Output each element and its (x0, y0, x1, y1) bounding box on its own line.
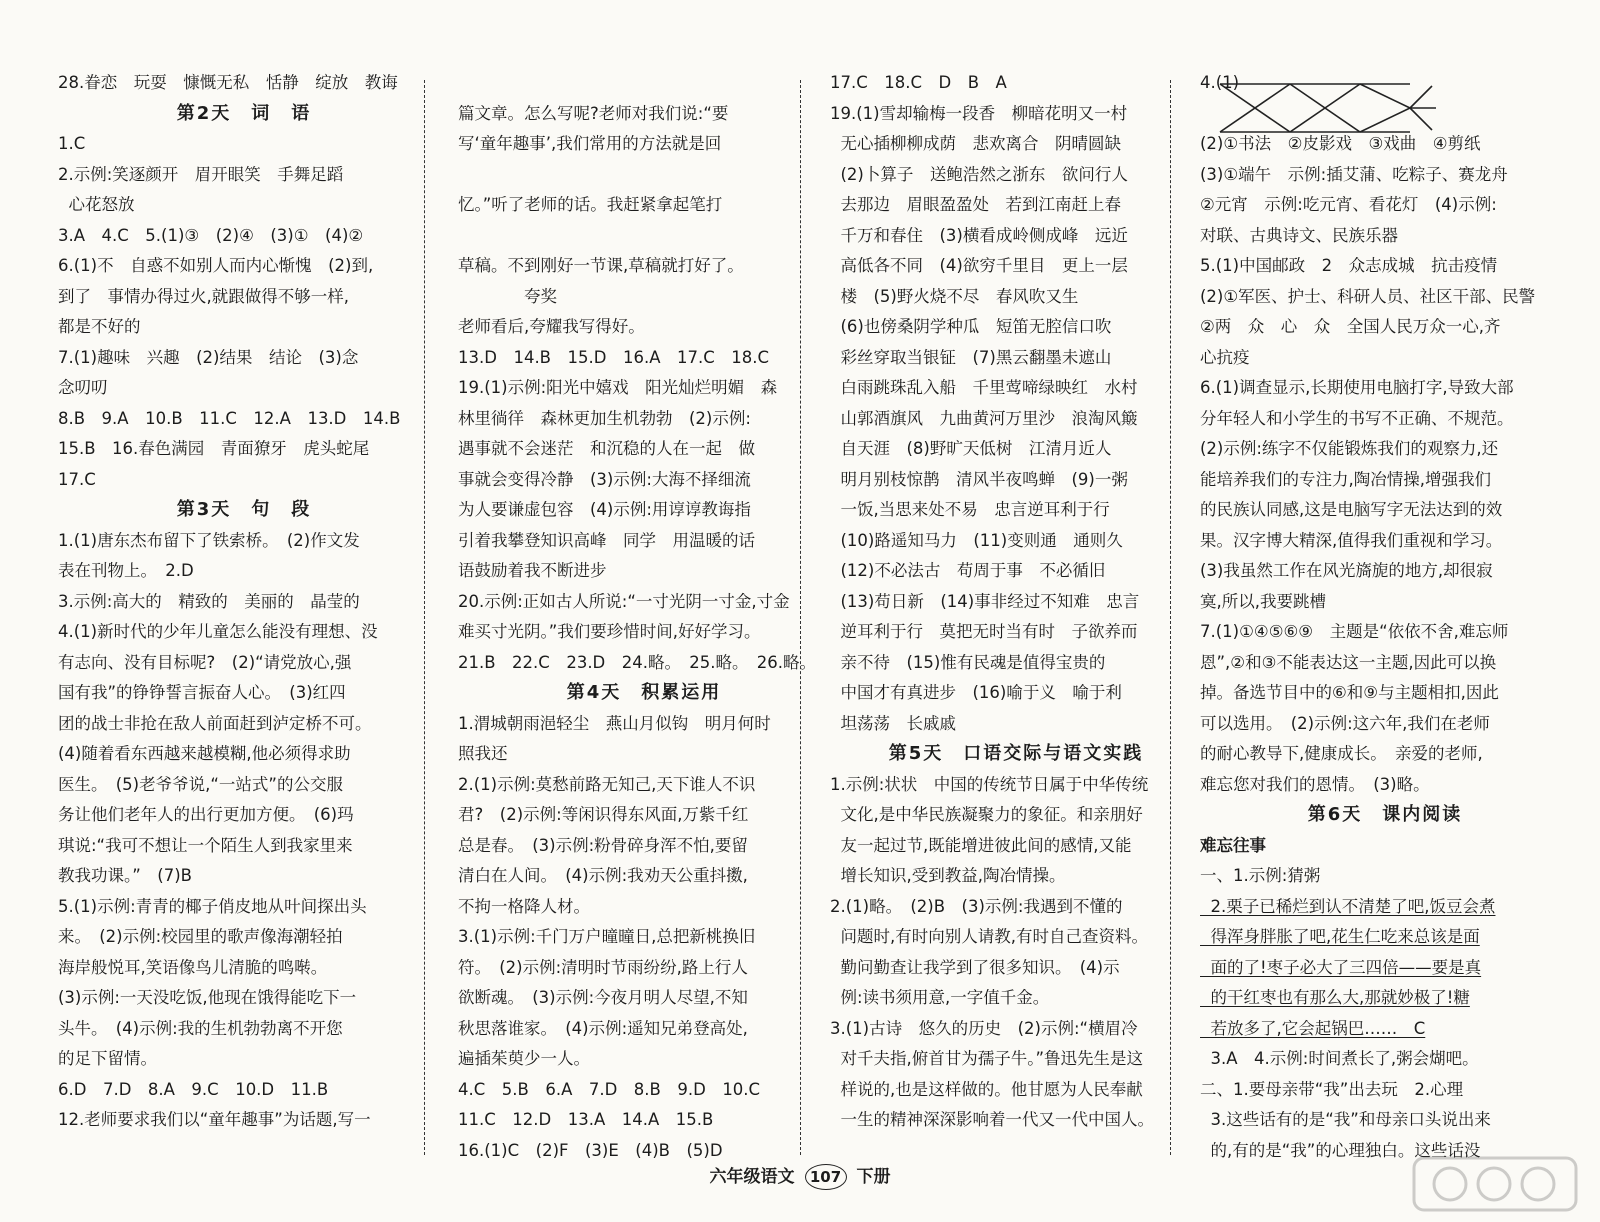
answer-line: 21.B 22.C 23.D 24.略。 25.略。 26.略。 (458, 652, 816, 672)
answer-line: 问题时,有时向别人请教,有时自己查资料。 (830, 927, 1148, 946)
column-1 (58, 68, 430, 1158)
answer-line: 1.示例:状状 中国的传统节日属于中华传统 (830, 774, 1149, 794)
answer-line: 13.D 14.B 15.D 16.A 17.C 18.C (458, 347, 770, 367)
answer-line: 恩”,②和③不能表达这一主题,因此可以换 (1200, 652, 1497, 672)
answer-line: 5.(1)中国邮政 2 众志成城 抗击疫情 (1200, 256, 1498, 275)
answer-line: 文化,是中华民族凝聚力的象征。和亲朋好 (830, 805, 1143, 824)
answer-line: 2.栗子已稀烂到认不清楚了吧,饭豆会煮 (1200, 896, 1496, 916)
answer-line: 7.(1)①④⑤⑥⑨ 主题是“依依不舍,难忘师 (1200, 622, 1509, 641)
answer-line: 19.(1)示例:阳光中嬉戏 阳光灿烂明媚 森 (458, 378, 778, 397)
answer-line: 心花怒放 (58, 195, 135, 214)
answer-line: 6.(1)调查显示,长期使用电脑打字,导致大部 (1200, 378, 1514, 397)
answer-line: 19.(1)雪却输梅一段香 柳暗花明又一村 (830, 103, 1128, 123)
answer-line: (3)示例:一天没吃饭,他现在饿得能吃下一 (58, 988, 357, 1007)
answer-line: 清白在人间。 (4)示例:我劝天公重抖擞, (458, 866, 748, 885)
answer-line: 团的战士非抢在敌人前面赶到泸定桥不可。 (58, 713, 372, 733)
answer-line: 16.(1)C (2)F (3)E (4)B (5)D (458, 1140, 723, 1158)
answer-line: 寞,所以,我要跳槽 (1200, 591, 1326, 611)
answer-line: 掉。备选节目中的⑥和⑨与主题相扣,因此 (1200, 683, 1499, 702)
answer-line: 4.(1)新时代的少年儿童怎么能没有理想、没 (58, 622, 378, 641)
answer-line: 草稿。不到刚好一节课,草稿就打好了。 (458, 256, 744, 275)
answer-line: 能培养我们的专注力,陶冶情操,增强我们 (1200, 469, 1491, 489)
answer-line: 老师看后,夸耀我写得好。 (458, 317, 645, 336)
answer-line: 千万和春住 (3)横看成岭侧成峰 远近 (830, 225, 1128, 245)
answer-line: 国有我”的铮铮誓言振奋人心。 (3)红四 (58, 683, 346, 702)
answer-line: 照我还 (458, 744, 508, 763)
answer-line: (2)①书法 ②皮影戏 ③戏曲 ④剪纸 (1200, 134, 1481, 153)
answer-line: 夸奖 (458, 286, 557, 306)
answer-line (458, 221, 830, 252)
answer-line: 分年轻人和小学生的书写不正确、不规范。 (1200, 408, 1514, 428)
column-2 (458, 68, 830, 1158)
answer-line: 得浑身胖胀了吧,花生仁吃来总该是面 (1200, 927, 1480, 946)
answer-line: 11.C 12.D 13.A 14.A 15.B (458, 1110, 714, 1129)
answer-line: 5.(1)示例:青青的椰子俏皮地从叶间探出头 (58, 896, 367, 916)
column-3 (830, 68, 1202, 1158)
answer-line: 对联、古典诗文、民族乐器 (1200, 225, 1398, 245)
answer-line: 3.(1)示例:千门万户曈曈日,总把新桃换旧 (458, 927, 756, 946)
answer-line: 2.示例:笑逐颜开 眉开眼笑 手舞足蹈 (58, 164, 344, 184)
answer-line: 4.(1) (1200, 73, 1240, 92)
answer-line: 海岸般悦耳,笑语像鸟儿清脆的鸣啭。 (58, 957, 328, 977)
answer-line: 楼 (5)野火烧不尽 春风吹又生 (830, 286, 1079, 306)
answer-line: 对千夫指,俯首甘为孺子牛。”鲁迅先生是这 (830, 1049, 1144, 1068)
answer-line: 面的了!枣子必大了三四倍——要是真 (1200, 957, 1482, 977)
answer-line: 符。 (2)示例:清明时节雨纷纷,路上行人 (458, 957, 748, 977)
answer-line: 中国才有真进步 (16)喻于义 喻于利 (830, 683, 1122, 702)
answer-line (458, 160, 830, 191)
answer-line: 不拘一格降人材。 (458, 896, 590, 916)
answer-line: 1.渭城朝雨浥轻尘 燕山月似钩 明月何时 (458, 713, 771, 733)
answer-line: 6.(1)不 自惑不如别人而内心惭愧 (2)到, (58, 256, 374, 275)
answer-line: 3.(1)古诗 悠久的历史 (2)示例:“横眉冷 (830, 1018, 1138, 1038)
answer-line: (4)随着看东西越来越模糊,他必须得求助 (58, 744, 351, 763)
answer-line: 12.老师要求我们以“童年趣事”为话题,写一 (58, 1110, 371, 1129)
answer-line: 来。 (2)示例:校园里的歌声像海潮轻拍 (58, 927, 343, 946)
answer-line: 一饭,当思来处不易 忠言逆耳利于行 (830, 500, 1110, 519)
answer-line: 白雨跳珠乱入船 千里莺啼绿映红 水村 (830, 378, 1138, 397)
answer-line (458, 68, 830, 99)
answer-line: 难买寸光阴。”我们要珍惜时间,好好学习。 (458, 622, 761, 641)
answer-line: 欲断魂。 (3)示例:今夜月明人尽望,不知 (458, 988, 748, 1007)
answer-line: 8.B 9.A 10.B 11.C 12.A 13.D 14.B (58, 408, 401, 428)
footer-volume: 下册 (856, 1167, 891, 1187)
answer-line: 样说的,也是这样做的。他甘愿为人民奉献 (830, 1079, 1143, 1099)
answer-line: (3)我虽然工作在风光旖旎的地方,却很寂 (1200, 561, 1493, 580)
answer-line: 果。汉字博大精深,值得我们重视和学习。 (1200, 530, 1503, 550)
answer-line: 7.(1)趣味 兴趣 (2)结果 结论 (3)念 (58, 347, 359, 367)
answer-line: 2.(1)略。 (2)B (3)示例:我遇到不懂的 (830, 896, 1123, 916)
answer-line: 写‘童年趣事’,我们常用的方法就是回 (458, 134, 722, 153)
answer-line: 一、1.示例:猜粥 (1200, 866, 1321, 885)
section-heading: 第2天 词 语 (176, 102, 312, 124)
answer-line: 二、1.要母亲带“我”出去玩 2.心理 (1200, 1079, 1464, 1099)
answer-line: 6.D 7.D 8.A 9.C 10.D 11.B (58, 1079, 329, 1099)
answer-line: 表在刊物上。 2.D (58, 561, 194, 580)
answer-line: 遍插茱萸少一人。 (458, 1049, 590, 1068)
answer-line: 引着我攀登知识高峰 同学 用温暖的话 (458, 530, 755, 550)
answer-line: 篇文章。怎么写呢?老师对我们说:“要 (458, 103, 729, 123)
answer-line: (6)也傍桑阴学种瓜 短笛无腔信口吹 (830, 317, 1112, 336)
answer-line: 去那边 眉眼盈盈处 若到江南赶上春 (830, 195, 1121, 214)
answer-line: 彩丝穿取当银钲 (7)黑云翻墨未遮山 (830, 347, 1112, 367)
answer-line: 心抗疫 (1200, 347, 1250, 367)
answer-line: (2)卜算子 送鲍浩然之浙东 欲问行人 (830, 164, 1128, 184)
answer-line: 17.C 18.C D B A (830, 73, 1007, 92)
column-divider (424, 80, 425, 1155)
answer-line: 逆耳利于行 莫把无时当有时 子欲养而 (830, 622, 1138, 641)
answer-line: 有志向、没有目标呢? (2)“请党放心,强 (58, 652, 352, 672)
answer-line: 的民族认同感,这是电脑写字无法达到的效 (1200, 500, 1503, 519)
answer-line: 坦荡荡 长戚戚 (830, 713, 956, 733)
answer-line: 亲不待 (15)惟有民魂是值得宝贵的 (830, 652, 1106, 672)
column-divider (800, 80, 801, 1155)
answer-line: 自天涯 (8)野旷天低树 江清月近人 (830, 439, 1112, 458)
answer-line: 难忘往事 (1200, 835, 1266, 855)
answer-line: 语鼓励着我不断进步 (458, 561, 607, 580)
answer-line: 3.A 4.示例:时间煮长了,粥会煳吧。 (1200, 1049, 1479, 1068)
answer-line: (2)示例:练字不仅能锻炼我们的观察力,还 (1200, 439, 1499, 458)
answer-line: 高低各不同 (4)欲穷千里目 更上一层 (830, 256, 1128, 275)
answer-line: 林里徜徉 森林更加生机勃勃 (2)示例: (458, 408, 751, 428)
answer-line: (3)①端午 示例:插艾蒲、吃粽子、赛龙舟 (1200, 164, 1508, 184)
answer-line: 4.C 5.B 6.A 7.D 8.B 9.D 10.C (458, 1079, 761, 1099)
answer-line: (12)不必法古 苟周于事 不必循旧 (830, 561, 1106, 580)
answer-line: 1.(1)唐东杰布留下了铁索桥。 (2)作文发 (58, 530, 360, 550)
answer-line: 的干红枣也有那么大,那就妙极了!糖 (1200, 988, 1470, 1007)
answer-line: 事就会变得冷静 (3)示例:大海不择细流 (458, 469, 751, 489)
answer-line: 3.这些话有的是“我”和母亲口头说出来 (1200, 1110, 1491, 1129)
answer-line: 17.C (58, 469, 96, 489)
answer-line: 一生的精神深深影响着一代又一代中国人。 (830, 1110, 1154, 1129)
answer-page (40, 68, 1570, 1158)
answer-line: 可以选用。 (2)示例:这六年,我们在老师 (1200, 713, 1490, 733)
answer-line: 明月别枝惊鹊 清风半夜鸣蝉 (9)一粥 (830, 469, 1128, 489)
answer-line: 医生。 (5)老爷爷说,“一站式”的公交服 (58, 774, 343, 794)
answer-line: 琪说:“我可不想让一个陌生人到我家里来 (58, 835, 353, 855)
answer-line: ②两 众 心 众 全国人民万众一心,齐 (1200, 317, 1501, 336)
answer-line: 的足下留情。 (58, 1049, 157, 1068)
answer-line: 难忘您对我们的恩情。 (3)略。 (1200, 774, 1430, 794)
answer-line: 念叨叨 (58, 378, 108, 397)
answer-line: 3.A 4.C 5.(1)③ (2)④ (3)① (4)② (58, 225, 364, 245)
answer-line: 友一起过节,既能增进彼此间的感情,又能 (830, 835, 1132, 855)
matching-lines-diagram (1210, 76, 1440, 140)
answer-line: 总是春。 (3)示例:粉骨碎身浑不怕,要留 (458, 835, 748, 855)
answer-line: 2.(1)示例:莫愁前路无知己,天下谁人不识 (458, 774, 756, 794)
answer-line: 君? (2)示例:等闲识得东风面,万紫千红 (458, 805, 749, 824)
answer-line: 例:读书须用意,一字值千金。 (830, 988, 1050, 1007)
answer-line: 1.C (58, 134, 86, 153)
answer-line: 都是不好的 (58, 317, 141, 336)
page-footer (0, 1162, 1600, 1190)
answer-line: 忆。”听了老师的话。我赶紧拿起笔打 (458, 195, 723, 214)
answer-line: 到了 事情办得过火,就跟做得不够一样, (58, 286, 349, 306)
watermark-logo (1410, 1154, 1580, 1214)
answer-line: (13)苟日新 (14)事非经过不知难 忠言 (830, 591, 1140, 611)
footer-grade: 六年级语文 (709, 1167, 795, 1187)
answer-line: ②元宵 示例:吃元宵、看花灯 (4)示例: (1200, 195, 1497, 214)
answer-line: 28.眷恋 玩耍 慷慨无私 恬静 绽放 教诲 (58, 73, 398, 92)
answer-line: 遇事就不会迷茫 和沉稳的人在一起 做 (458, 439, 755, 458)
column-4 (1200, 68, 1570, 1158)
answer-line: 20.示例:正如古人所说:“一寸光阴一寸金,寸金 (458, 591, 790, 611)
answer-line: 为人要谦虚包容 (4)示例:用谆谆教诲指 (458, 500, 751, 519)
answer-line: (10)路遥知马力 (11)变则通 通则久 (830, 530, 1123, 550)
section-heading: 第6天 课内阅读 (1307, 804, 1463, 825)
page-number: 107 (805, 1164, 847, 1190)
answer-line: (2)①军医、护士、科研人员、社区干部、民警 (1200, 286, 1536, 306)
answer-line: 头牛。 (4)示例:我的生机勃勃离不开您 (58, 1018, 343, 1038)
answer-line: 的,有的是“我”的心理独白。这些话没 (1200, 1140, 1481, 1158)
answer-line: 增长知识,受到教益,陶冶情操。 (830, 866, 1066, 885)
answer-line: 务让他们老年人的出行更加方便。 (6)玛 (58, 805, 354, 824)
answer-line: 秋思落谁家。 (4)示例:遥知兄弟登高处, (458, 1018, 748, 1038)
column-divider (1170, 80, 1171, 1155)
section-heading: 第5天 口语交际与语文实践 (888, 743, 1144, 764)
answer-line: 15.B 16.春色满园 青面獠牙 虎头蛇尾 (58, 439, 370, 458)
answer-line: 勤问勤查让我学到了很多知识。 (4)示 (830, 957, 1120, 977)
answer-line: 山郭酒旗风 九曲黄河万里沙 浪淘风簸 (830, 408, 1138, 428)
answer-line: 教我功课。” (7)B (58, 866, 192, 885)
section-heading: 第4天 积累运用 (566, 682, 722, 703)
answer-line: 若放多了,它会起锅巴…… C (1200, 1018, 1426, 1038)
section-heading: 第3天 句 段 (176, 499, 312, 520)
answer-line: 无心插柳柳成荫 悲欢离合 阴晴圆缺 (830, 134, 1121, 153)
answer-line: 的耐心教导下,健康成长。 亲爱的老师, (1200, 744, 1483, 763)
answer-line: 3.示例:高大的 精致的 美丽的 晶莹的 (58, 591, 360, 611)
